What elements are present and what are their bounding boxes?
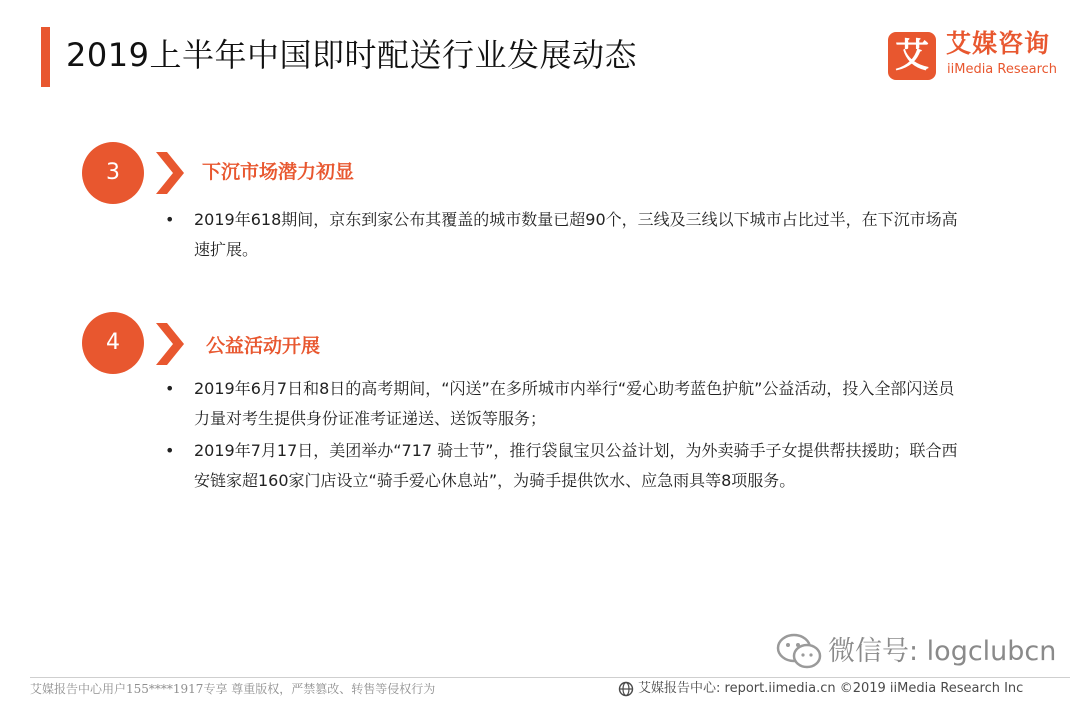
list-item (165, 374, 985, 436)
wechat-icon (776, 632, 822, 672)
logo-name-cn: 艾媒咨询 (946, 29, 1051, 58)
section-number-badge: 3 (82, 142, 144, 204)
bullet-text: 2019年7月17日，美团举办“717 骑士节”，推行袋鼠宝贝公益计划，为外卖骑手子女提供帮扶援助；联合西安链家超160家门店设立“骑手爱心休息站”，为骑手提供饮水、应急雨具等8项服务。 (194, 441, 958, 490)
brand-logo (888, 30, 1063, 82)
bullet-text: 2019年618期间，京东到家公布其覆盖的城市数量已超90个，三线及三线以下城市占比过半，在下沉市场高速扩展。 (194, 210, 958, 259)
chevron-right-icon (156, 323, 184, 365)
footer-divider (30, 677, 1070, 678)
globe-icon (618, 681, 634, 697)
list-item (165, 205, 985, 267)
logo-name-en: iiMedia Research (947, 62, 1058, 77)
section-heading: 下沉市场潜力初显 (202, 161, 355, 183)
section-heading: 公益活动开展 (206, 335, 321, 357)
bullet-dot: • (165, 210, 175, 229)
bullet-dot: • (165, 379, 175, 398)
bullet-text: 2019年6月7日和8日的高考期间，“闪送”在多所城市内举行“爱心助考蓝色护航”公益活动，投入全部闪送员力量对考生提供身份证准考证递送、送饭等服务； (194, 379, 955, 428)
page-title: 2019上半年中国即时配送行业发展动态 (66, 36, 637, 74)
chevron-right-icon (156, 152, 184, 194)
watermark-text: 微信号: logclubcn (828, 636, 1057, 667)
bullet-dot: • (165, 441, 175, 460)
footer-source-text: 艾媒报告中心: report.iimedia.cn ©2019 iiMedia Research Inc (638, 681, 1024, 696)
title-accent-bar (41, 27, 50, 87)
section-number-badge: 4 (82, 312, 144, 374)
logo-mark: 艾 (888, 32, 936, 80)
footer-copyright-notice: 艾媒报告中心用户155****1917专享 尊重版权，严禁篡改、转售等侵权行为 (30, 682, 436, 696)
list-item (165, 436, 985, 498)
